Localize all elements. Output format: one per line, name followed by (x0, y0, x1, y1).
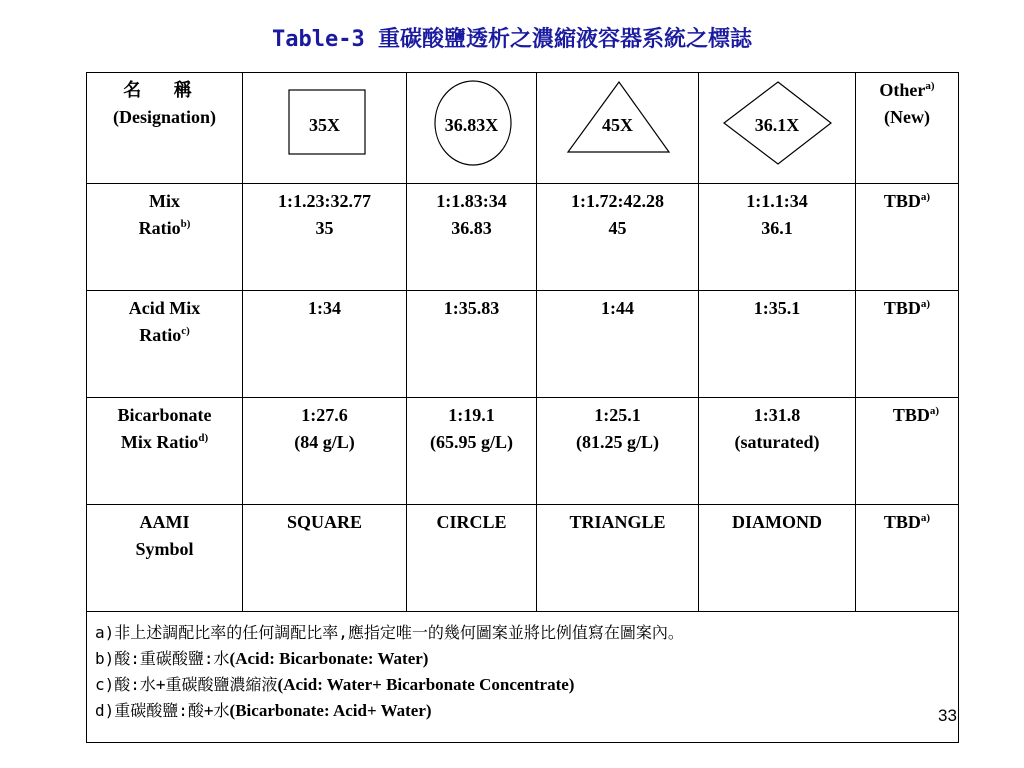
table-cell: SQUARE (243, 505, 407, 612)
shape-cell-triangle (537, 73, 699, 184)
row-label-line1: Bicarbonate (117, 405, 212, 425)
row-label-line2: Ratio (139, 325, 182, 345)
table-row-acid-mix-ratio (87, 291, 959, 398)
table-cell: 1:31.8 (saturated) (699, 398, 856, 505)
footnote-marker: a) (920, 298, 931, 310)
row-label (87, 505, 243, 612)
header-row (87, 73, 959, 184)
tbd-cell: TBD$^{a)}$ (856, 505, 959, 612)
table-row-bicarbonate-mix-ratio (87, 398, 959, 505)
table-cell: CIRCLE (407, 505, 537, 612)
table-cell: 1:35.1 (699, 291, 856, 398)
tbd-cell: TBD$^{a)}$ (856, 398, 959, 505)
footnote-d: d)重碳酸鹽:酸+水(Bicarbonate: Acid+ Water) (95, 701, 432, 720)
footnote-marker: a) (929, 405, 940, 417)
footnote-marker: d) (198, 432, 209, 444)
concentrate-symbol-table (86, 72, 959, 743)
row-label-line1: AAMI (139, 512, 190, 532)
table-cell: TRIANGLE (537, 505, 699, 612)
designation-en: (Designation) (113, 107, 216, 127)
footnote-marker: a) (920, 191, 931, 203)
footnote-c: c)酸:水+重碳酸鹽濃縮液(Acid: Water+ Bicarbonate Concentrate) (95, 675, 575, 694)
notes-row (87, 612, 959, 743)
other-header (856, 73, 959, 184)
footnote-marker: c) (181, 325, 190, 337)
row-label-line2: Symbol (135, 539, 194, 559)
table-cell: 1:35.83 (407, 291, 537, 398)
table-cell: 1:44 (537, 291, 699, 398)
row-label-line1: Mix (149, 191, 180, 211)
page-title: Table-3 重碳酸鹽透析之濃縮液容器系統之標誌 (272, 27, 752, 52)
row-label (87, 398, 243, 505)
table-row-mix-ratio (87, 184, 959, 291)
footnote-marker: a) (925, 80, 935, 92)
designation-header (87, 73, 243, 184)
table-cell: 1:1.83:34 36.83 (407, 184, 537, 291)
footnote-marker: a) (920, 512, 931, 524)
table-cell: 1:1.1:34 36.1 (699, 184, 856, 291)
footnote-marker: b) (180, 218, 191, 230)
other-new-label: (New) (884, 107, 930, 127)
shape-label: 36.83X (444, 115, 499, 135)
designation-cjk: 名 稱 (123, 80, 206, 100)
shape-label: 36.1X (754, 115, 800, 135)
row-label (87, 184, 243, 291)
table-cell: 1:19.1 (65.95 g/L) (407, 398, 537, 505)
row-label-line1: Acid Mix (128, 298, 201, 318)
row-label-line2: Mix Ratio (120, 432, 199, 452)
footnotes (87, 612, 959, 743)
row-label (87, 291, 243, 398)
table-cell: 1:34 (243, 291, 407, 398)
table-cell: DIAMOND (699, 505, 856, 612)
table-row-aami-symbol (87, 505, 959, 612)
page-number: 33 (938, 706, 957, 725)
table-cell: 1:25.1 (81.25 g/L) (537, 398, 699, 505)
footnote-a: a)非上述調配比率的任何調配比率,應指定唯一的幾何圖案並將比例值寫在圖案內。 (95, 623, 684, 642)
shape-label: 45X (602, 115, 633, 135)
shape-cell-diamond (699, 73, 856, 184)
table-cell: 1:27.6 (84 g/L) (243, 398, 407, 505)
row-label-line2: Ratio (138, 218, 181, 238)
table-cell: 1:1.72:42.28 45 (537, 184, 699, 291)
shape-label: 35X (309, 115, 340, 135)
other-label: Other (879, 80, 926, 100)
footnote-b: b)酸:重碳酸鹽:水(Acid: Bicarbonate: Water) (95, 649, 429, 668)
tbd-cell: TBD$^{a)}$ (856, 291, 959, 398)
table-cell: 1:1.23:32.77 35 (243, 184, 407, 291)
shape-cell-circle (407, 73, 537, 184)
tbd-cell: TBD$^{a)}$ (856, 184, 959, 291)
shape-cell-square (243, 73, 407, 184)
